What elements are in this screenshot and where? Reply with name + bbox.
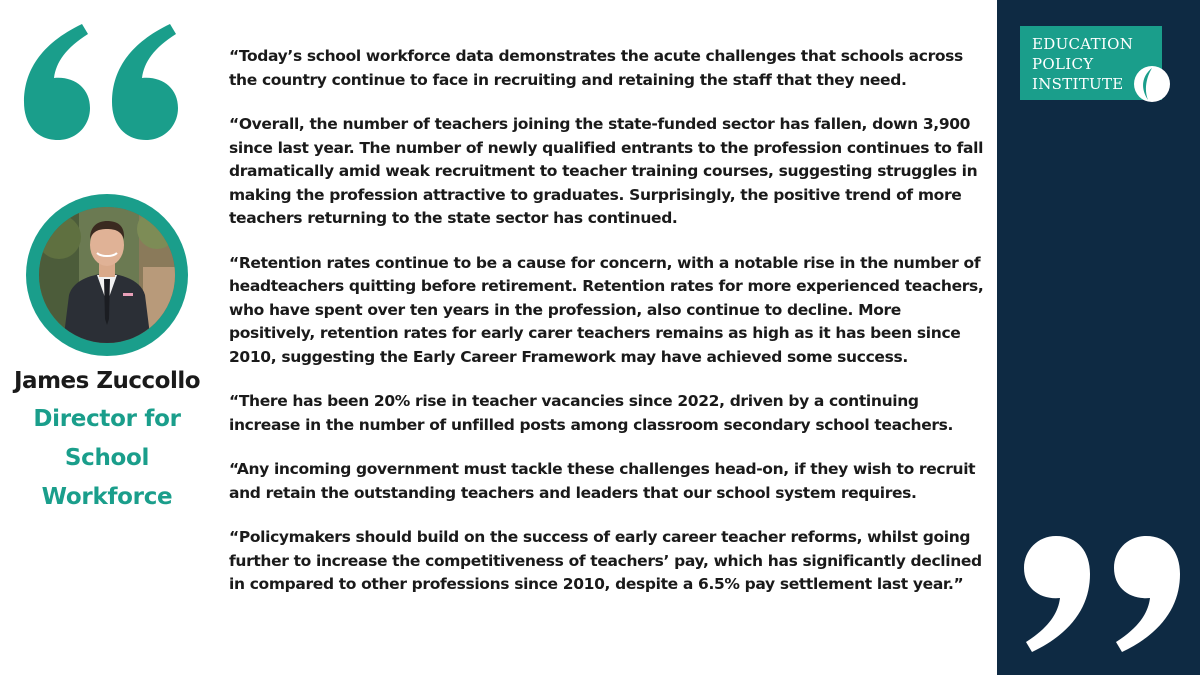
logo-line: EDUCATION xyxy=(1032,35,1134,53)
speaker-title-line: Director for xyxy=(33,406,181,432)
speaker-title-line: Workforce xyxy=(41,484,173,510)
quote-paragraph: “Any incoming government must tackle these challenges head-on, if they wish to recruit and retain the outstanding teachers and leaders that our school system requires. xyxy=(229,460,976,502)
quote-paragraph: “Overall, the number of teachers joining the state-funded sector has fallen, down 3,900 since last year. The number of newly qualified entrants to the profession continues to fall dramatically amid weak recruitment to teacher training courses, suggesting struggles in making the profession attractive to graduates. Surprisingly, the positive trend of more teachers returning to the state sector has continued. xyxy=(229,115,984,227)
leaf-icon xyxy=(1130,62,1174,106)
logo-line: POLICY xyxy=(1032,55,1094,73)
quote-paragraph: “Retention rates continue to be a cause for concern, with a notable rise in the number of headteachers quitting before retirement. Retention rates for more experienced teachers, who have spent over ten years in the profession, also continue to decline. More positively, retention rates for early carer teachers remains as high as it has been since 2010, suggesting the Early Career Framework may have achieved some success. xyxy=(229,253,984,366)
logo-text xyxy=(1032,34,1133,94)
quote-body xyxy=(229,45,989,618)
logo-line: INSTITUTE xyxy=(1032,75,1124,93)
speaker-portrait xyxy=(26,194,188,356)
open-quote-icon xyxy=(22,22,182,140)
speaker-photo xyxy=(39,207,175,343)
organisation-logo xyxy=(1020,26,1162,100)
quote-paragraph: “Policymakers should build on the success of early career teacher reforms, whilst going further to increase the competitiveness of teachers’ pay, which has significantly declined in compared to other professions since 2010, despite a 6.5% pay settlement last year.” xyxy=(229,528,982,593)
close-quote-icon xyxy=(1018,536,1184,654)
speaker-name: James Zuccollo xyxy=(13,368,201,394)
speaker-title xyxy=(0,400,214,517)
speaker-title-line: School xyxy=(64,445,150,471)
quote-paragraph: “There has been 20% rise in teacher vacancies since 2022, driven by a continuing increase in the number of unfilled posts among classroom secondary school teachers. xyxy=(229,392,954,434)
quote-paragraph: “Today’s school workforce data demonstrates the acute challenges that schools across the country continue to face in recruiting and retaining the staff that they need. xyxy=(229,47,963,89)
